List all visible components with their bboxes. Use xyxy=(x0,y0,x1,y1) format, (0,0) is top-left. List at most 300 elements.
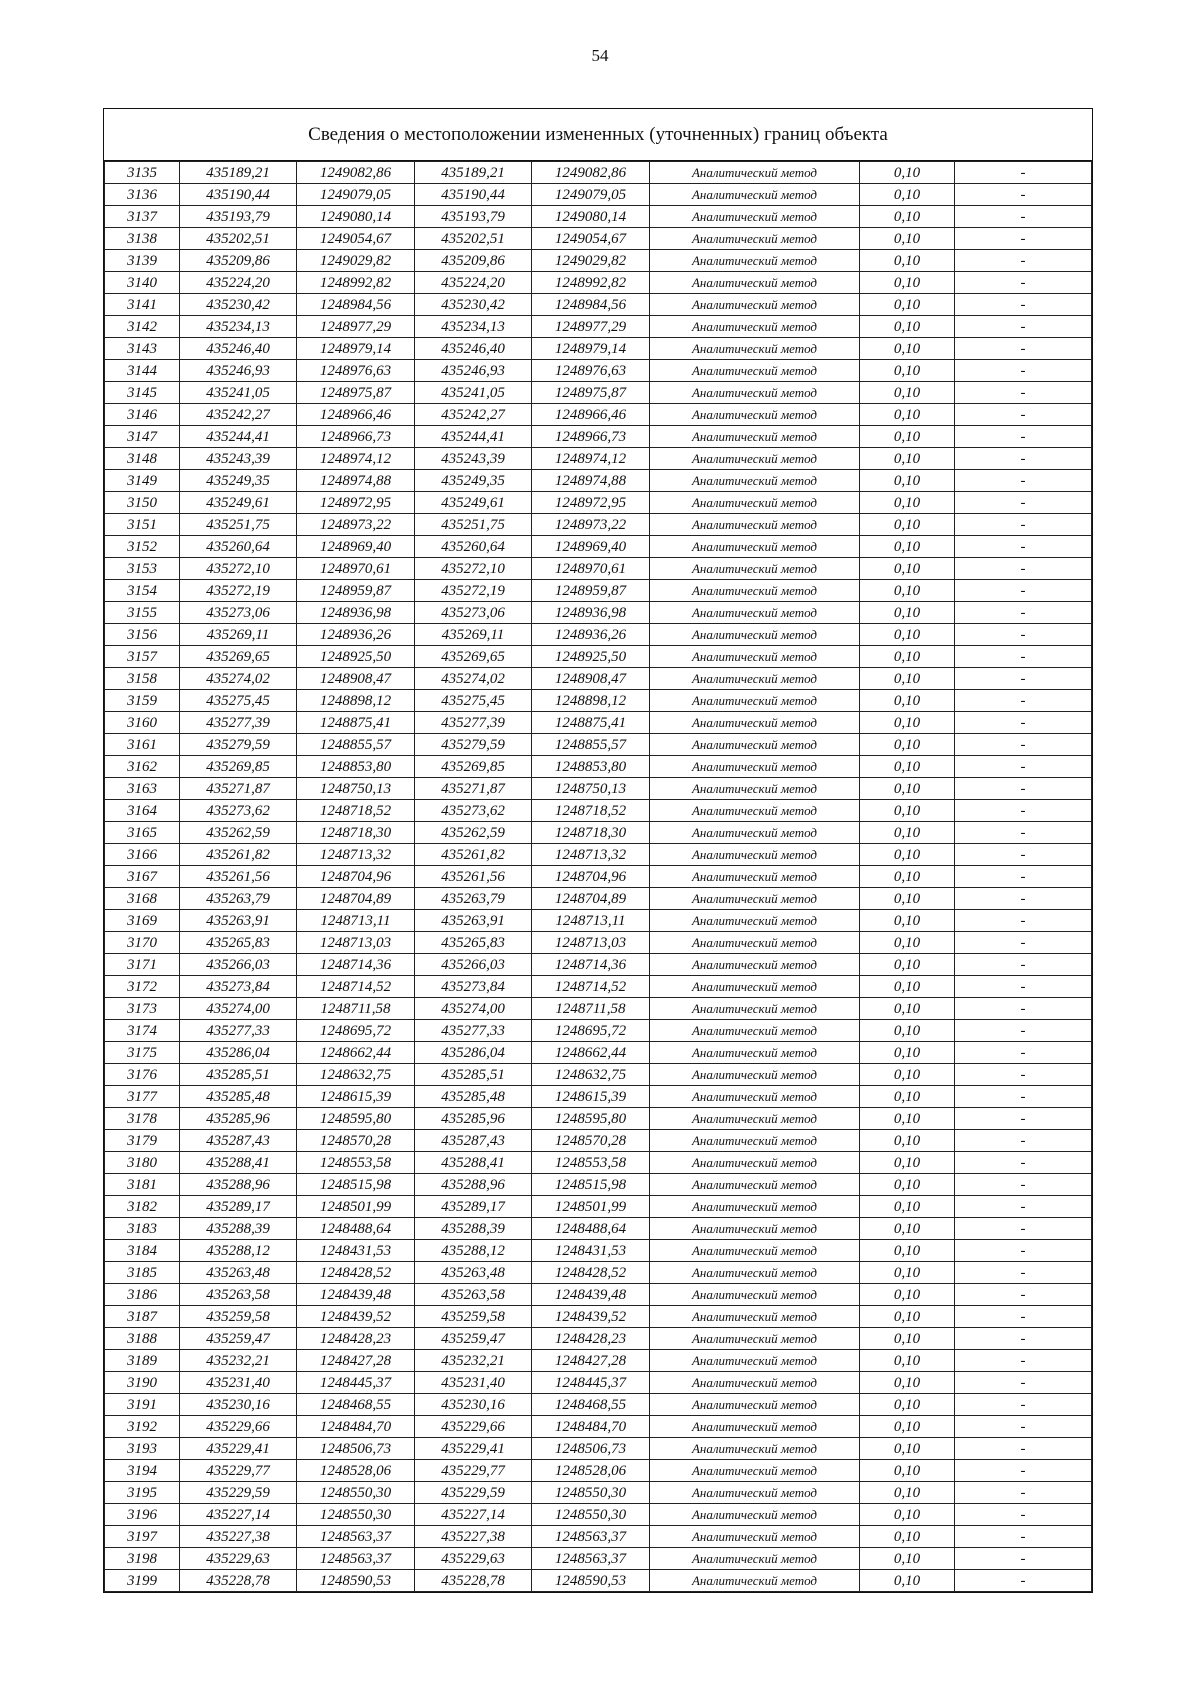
cell-x-new: 435249,35 xyxy=(415,470,532,492)
cell-description: - xyxy=(955,228,1092,250)
cell-y-new: 1248714,36 xyxy=(532,954,650,976)
cell-method: Аналитический метод xyxy=(650,1350,860,1372)
cell-y-new: 1248936,98 xyxy=(532,602,650,624)
cell-x-new: 435285,96 xyxy=(415,1108,532,1130)
cell-point-number: 3186 xyxy=(105,1284,180,1306)
table-row xyxy=(105,184,1092,206)
cell-point-number: 3145 xyxy=(105,382,180,404)
cell-accuracy: 0,10 xyxy=(860,1064,955,1086)
cell-x-old: 435273,62 xyxy=(180,800,297,822)
cell-x-old: 435229,77 xyxy=(180,1460,297,1482)
cell-accuracy: 0,10 xyxy=(860,184,955,206)
table-row xyxy=(105,162,1092,184)
cell-y-old: 1248966,73 xyxy=(297,426,415,448)
cell-y-new: 1248714,52 xyxy=(532,976,650,998)
cell-y-old: 1248853,80 xyxy=(297,756,415,778)
cell-method: Аналитический метод xyxy=(650,602,860,624)
cell-y-old: 1248506,73 xyxy=(297,1438,415,1460)
table-row xyxy=(105,1438,1092,1460)
cell-description: - xyxy=(955,1020,1092,1042)
cell-y-new: 1248550,30 xyxy=(532,1482,650,1504)
cell-x-new: 435193,79 xyxy=(415,206,532,228)
cell-x-new: 435269,65 xyxy=(415,646,532,668)
cell-accuracy: 0,10 xyxy=(860,404,955,426)
cell-y-new: 1248553,58 xyxy=(532,1152,650,1174)
cell-y-old: 1248550,30 xyxy=(297,1482,415,1504)
cell-y-new: 1248975,87 xyxy=(532,382,650,404)
cell-point-number: 3199 xyxy=(105,1570,180,1592)
cell-x-old: 435263,91 xyxy=(180,910,297,932)
cell-x-old: 435228,78 xyxy=(180,1570,297,1592)
cell-accuracy: 0,10 xyxy=(860,822,955,844)
cell-y-old: 1248718,52 xyxy=(297,800,415,822)
cell-y-old: 1248550,30 xyxy=(297,1504,415,1526)
cell-point-number: 3147 xyxy=(105,426,180,448)
cell-point-number: 3183 xyxy=(105,1218,180,1240)
cell-y-new: 1248855,57 xyxy=(532,734,650,756)
cell-method: Аналитический метод xyxy=(650,1218,860,1240)
cell-accuracy: 0,10 xyxy=(860,514,955,536)
cell-description: - xyxy=(955,1240,1092,1262)
cell-y-new: 1248974,12 xyxy=(532,448,650,470)
cell-point-number: 3155 xyxy=(105,602,180,624)
cell-description: - xyxy=(955,1108,1092,1130)
cell-x-old: 435288,41 xyxy=(180,1152,297,1174)
cell-description: - xyxy=(955,1504,1092,1526)
cell-point-number: 3149 xyxy=(105,470,180,492)
cell-accuracy: 0,10 xyxy=(860,492,955,514)
cell-method: Аналитический метод xyxy=(650,756,860,778)
cell-method: Аналитический метод xyxy=(650,162,860,184)
cell-accuracy: 0,10 xyxy=(860,1020,955,1042)
cell-x-old: 435273,84 xyxy=(180,976,297,998)
cell-accuracy: 0,10 xyxy=(860,250,955,272)
cell-y-new: 1249080,14 xyxy=(532,206,650,228)
table-row xyxy=(105,272,1092,294)
cell-x-old: 435286,04 xyxy=(180,1042,297,1064)
cell-y-new: 1249079,05 xyxy=(532,184,650,206)
cell-x-new: 435263,79 xyxy=(415,888,532,910)
cell-accuracy: 0,10 xyxy=(860,866,955,888)
cell-y-new: 1248506,73 xyxy=(532,1438,650,1460)
cell-point-number: 3191 xyxy=(105,1394,180,1416)
cell-method: Аналитический метод xyxy=(650,184,860,206)
table-title: Сведения о местоположении измененных (уточненных) границ объекта xyxy=(104,109,1092,161)
cell-y-old: 1248428,23 xyxy=(297,1328,415,1350)
cell-method: Аналитический метод xyxy=(650,448,860,470)
cell-x-new: 435288,96 xyxy=(415,1174,532,1196)
cell-x-new: 435231,40 xyxy=(415,1372,532,1394)
cell-x-old: 435224,20 xyxy=(180,272,297,294)
cell-accuracy: 0,10 xyxy=(860,1548,955,1570)
table-row xyxy=(105,360,1092,382)
cell-y-old: 1248563,37 xyxy=(297,1548,415,1570)
cell-method: Аналитический метод xyxy=(650,888,860,910)
cell-x-old: 435275,45 xyxy=(180,690,297,712)
cell-method: Аналитический метод xyxy=(650,1240,860,1262)
cell-description: - xyxy=(955,184,1092,206)
cell-y-old: 1248501,99 xyxy=(297,1196,415,1218)
cell-y-new: 1248427,28 xyxy=(532,1350,650,1372)
cell-x-new: 435246,40 xyxy=(415,338,532,360)
cell-x-new: 435277,39 xyxy=(415,712,532,734)
cell-accuracy: 0,10 xyxy=(860,1196,955,1218)
cell-y-new: 1248439,52 xyxy=(532,1306,650,1328)
cell-accuracy: 0,10 xyxy=(860,1526,955,1548)
cell-point-number: 3179 xyxy=(105,1130,180,1152)
cell-accuracy: 0,10 xyxy=(860,1438,955,1460)
cell-y-new: 1248977,29 xyxy=(532,316,650,338)
cell-y-new: 1248984,56 xyxy=(532,294,650,316)
cell-y-old: 1248936,26 xyxy=(297,624,415,646)
cell-accuracy: 0,10 xyxy=(860,668,955,690)
cell-method: Аналитический метод xyxy=(650,1262,860,1284)
cell-x-old: 435285,96 xyxy=(180,1108,297,1130)
cell-x-new: 435288,39 xyxy=(415,1218,532,1240)
cell-accuracy: 0,10 xyxy=(860,1372,955,1394)
cell-y-new: 1248563,37 xyxy=(532,1548,650,1570)
table-row xyxy=(105,1042,1092,1064)
cell-y-new: 1248428,23 xyxy=(532,1328,650,1350)
cell-description: - xyxy=(955,602,1092,624)
table-row xyxy=(105,536,1092,558)
cell-x-old: 435274,00 xyxy=(180,998,297,1020)
cell-y-new: 1248488,64 xyxy=(532,1218,650,1240)
cell-description: - xyxy=(955,954,1092,976)
cell-y-old: 1249082,86 xyxy=(297,162,415,184)
cell-point-number: 3173 xyxy=(105,998,180,1020)
table-row xyxy=(105,1416,1092,1438)
cell-description: - xyxy=(955,822,1092,844)
cell-accuracy: 0,10 xyxy=(860,602,955,624)
cell-x-old: 435230,42 xyxy=(180,294,297,316)
cell-point-number: 3146 xyxy=(105,404,180,426)
cell-description: - xyxy=(955,668,1092,690)
cell-description: - xyxy=(955,492,1092,514)
cell-x-old: 435229,66 xyxy=(180,1416,297,1438)
cell-description: - xyxy=(955,932,1092,954)
cell-method: Аналитический метод xyxy=(650,800,860,822)
cell-description: - xyxy=(955,976,1092,998)
cell-x-new: 435274,00 xyxy=(415,998,532,1020)
cell-point-number: 3166 xyxy=(105,844,180,866)
cell-y-old: 1248695,72 xyxy=(297,1020,415,1042)
cell-method: Аналитический метод xyxy=(650,580,860,602)
cell-description: - xyxy=(955,1086,1092,1108)
cell-x-new: 435249,61 xyxy=(415,492,532,514)
cell-method: Аналитический метод xyxy=(650,932,860,954)
cell-x-new: 435227,38 xyxy=(415,1526,532,1548)
cell-point-number: 3162 xyxy=(105,756,180,778)
table-row xyxy=(105,822,1092,844)
table-row xyxy=(105,778,1092,800)
cell-x-old: 435229,63 xyxy=(180,1548,297,1570)
cell-method: Аналитический метод xyxy=(650,646,860,668)
cell-description: - xyxy=(955,316,1092,338)
cell-description: - xyxy=(955,778,1092,800)
cell-description: - xyxy=(955,1416,1092,1438)
cell-method: Аналитический метод xyxy=(650,1196,860,1218)
table-row xyxy=(105,1526,1092,1548)
cell-accuracy: 0,10 xyxy=(860,800,955,822)
cell-description: - xyxy=(955,1570,1092,1592)
cell-x-old: 435249,35 xyxy=(180,470,297,492)
cell-y-old: 1248595,80 xyxy=(297,1108,415,1130)
cell-x-new: 435232,21 xyxy=(415,1350,532,1372)
table-row xyxy=(105,514,1092,536)
table-row xyxy=(105,470,1092,492)
cell-method: Аналитический метод xyxy=(650,1152,860,1174)
cell-y-old: 1249079,05 xyxy=(297,184,415,206)
table-row xyxy=(105,1570,1092,1592)
cell-x-new: 435260,64 xyxy=(415,536,532,558)
cell-accuracy: 0,10 xyxy=(860,998,955,1020)
table-row xyxy=(105,866,1092,888)
cell-method: Аналитический метод xyxy=(650,1482,860,1504)
table-row xyxy=(105,646,1092,668)
cell-y-old: 1248898,12 xyxy=(297,690,415,712)
cell-x-new: 435229,63 xyxy=(415,1548,532,1570)
table-row xyxy=(105,492,1092,514)
cell-point-number: 3152 xyxy=(105,536,180,558)
cell-x-old: 435241,05 xyxy=(180,382,297,404)
table-row xyxy=(105,1086,1092,1108)
cell-x-new: 435261,82 xyxy=(415,844,532,866)
cell-description: - xyxy=(955,338,1092,360)
cell-x-new: 435277,33 xyxy=(415,1020,532,1042)
cell-y-old: 1248570,28 xyxy=(297,1130,415,1152)
coordinates-table xyxy=(104,161,1092,1592)
table-row xyxy=(105,756,1092,778)
cell-method: Аналитический метод xyxy=(650,1548,860,1570)
table-row xyxy=(105,558,1092,580)
cell-description: - xyxy=(955,1328,1092,1350)
cell-x-new: 435285,51 xyxy=(415,1064,532,1086)
cell-y-old: 1249054,67 xyxy=(297,228,415,250)
cell-accuracy: 0,10 xyxy=(860,1416,955,1438)
cell-point-number: 3158 xyxy=(105,668,180,690)
table-row xyxy=(105,1350,1092,1372)
table-row xyxy=(105,976,1092,998)
cell-x-new: 435263,58 xyxy=(415,1284,532,1306)
cell-y-old: 1248992,82 xyxy=(297,272,415,294)
cell-x-new: 435275,45 xyxy=(415,690,532,712)
cell-description: - xyxy=(955,1306,1092,1328)
cell-x-new: 435269,11 xyxy=(415,624,532,646)
table-row xyxy=(105,448,1092,470)
cell-x-new: 435241,05 xyxy=(415,382,532,404)
table-row xyxy=(105,690,1092,712)
table-row xyxy=(105,404,1092,426)
cell-method: Аналитический метод xyxy=(650,1570,860,1592)
table-row xyxy=(105,1306,1092,1328)
table-row xyxy=(105,1108,1092,1130)
cell-y-old: 1248713,03 xyxy=(297,932,415,954)
cell-y-new: 1248528,06 xyxy=(532,1460,650,1482)
cell-point-number: 3195 xyxy=(105,1482,180,1504)
cell-y-old: 1248445,37 xyxy=(297,1372,415,1394)
table-row xyxy=(105,1174,1092,1196)
cell-point-number: 3189 xyxy=(105,1350,180,1372)
cell-point-number: 3185 xyxy=(105,1262,180,1284)
cell-y-old: 1248908,47 xyxy=(297,668,415,690)
cell-method: Аналитический метод xyxy=(650,1306,860,1328)
cell-method: Аналитический метод xyxy=(650,1108,860,1130)
cell-x-old: 435243,39 xyxy=(180,448,297,470)
cell-y-old: 1248632,75 xyxy=(297,1064,415,1086)
cell-point-number: 3181 xyxy=(105,1174,180,1196)
cell-description: - xyxy=(955,1548,1092,1570)
cell-point-number: 3163 xyxy=(105,778,180,800)
cell-y-old: 1248714,52 xyxy=(297,976,415,998)
cell-point-number: 3190 xyxy=(105,1372,180,1394)
cell-description: - xyxy=(955,1064,1092,1086)
cell-x-old: 435249,61 xyxy=(180,492,297,514)
table-row xyxy=(105,1262,1092,1284)
cell-x-old: 435193,79 xyxy=(180,206,297,228)
cell-method: Аналитический метод xyxy=(650,272,860,294)
cell-accuracy: 0,10 xyxy=(860,1504,955,1526)
cell-method: Аналитический метод xyxy=(650,910,860,932)
table-row xyxy=(105,338,1092,360)
cell-point-number: 3161 xyxy=(105,734,180,756)
cell-y-old: 1249080,14 xyxy=(297,206,415,228)
cell-y-new: 1248704,96 xyxy=(532,866,650,888)
cell-y-old: 1248563,37 xyxy=(297,1526,415,1548)
cell-y-new: 1248976,63 xyxy=(532,360,650,382)
cell-y-new: 1248992,82 xyxy=(532,272,650,294)
table-row xyxy=(105,1394,1092,1416)
cell-x-new: 435265,83 xyxy=(415,932,532,954)
cell-x-new: 435263,91 xyxy=(415,910,532,932)
cell-description: - xyxy=(955,206,1092,228)
cell-accuracy: 0,10 xyxy=(860,1240,955,1262)
cell-x-new: 435273,62 xyxy=(415,800,532,822)
cell-x-old: 435190,44 xyxy=(180,184,297,206)
cell-method: Аналитический метод xyxy=(650,954,860,976)
cell-x-new: 435234,13 xyxy=(415,316,532,338)
cell-method: Аналитический метод xyxy=(650,426,860,448)
table-row xyxy=(105,1284,1092,1306)
cell-accuracy: 0,10 xyxy=(860,1328,955,1350)
cell-y-old: 1248855,57 xyxy=(297,734,415,756)
cell-x-old: 435244,41 xyxy=(180,426,297,448)
cell-description: - xyxy=(955,690,1092,712)
cell-method: Аналитический метод xyxy=(650,1438,860,1460)
cell-x-old: 435227,38 xyxy=(180,1526,297,1548)
cell-accuracy: 0,10 xyxy=(860,448,955,470)
cell-y-old: 1248704,96 xyxy=(297,866,415,888)
cell-accuracy: 0,10 xyxy=(860,1152,955,1174)
cell-point-number: 3177 xyxy=(105,1086,180,1108)
cell-method: Аналитический метод xyxy=(650,1416,860,1438)
cell-point-number: 3184 xyxy=(105,1240,180,1262)
cell-description: - xyxy=(955,558,1092,580)
cell-accuracy: 0,10 xyxy=(860,624,955,646)
cell-x-new: 435286,04 xyxy=(415,1042,532,1064)
cell-accuracy: 0,10 xyxy=(860,1460,955,1482)
cell-accuracy: 0,10 xyxy=(860,536,955,558)
cell-method: Аналитический метод xyxy=(650,866,860,888)
cell-point-number: 3159 xyxy=(105,690,180,712)
cell-x-new: 435259,58 xyxy=(415,1306,532,1328)
cell-x-new: 435190,44 xyxy=(415,184,532,206)
cell-x-new: 435259,47 xyxy=(415,1328,532,1350)
table-row xyxy=(105,426,1092,448)
cell-description: - xyxy=(955,800,1092,822)
cell-point-number: 3168 xyxy=(105,888,180,910)
cell-x-new: 435202,51 xyxy=(415,228,532,250)
cell-x-old: 435259,58 xyxy=(180,1306,297,1328)
cell-x-new: 435272,19 xyxy=(415,580,532,602)
cell-x-old: 435285,51 xyxy=(180,1064,297,1086)
cell-x-old: 435272,10 xyxy=(180,558,297,580)
cell-x-new: 435229,59 xyxy=(415,1482,532,1504)
cell-y-old: 1248713,11 xyxy=(297,910,415,932)
cell-y-new: 1248445,37 xyxy=(532,1372,650,1394)
cell-x-old: 435272,19 xyxy=(180,580,297,602)
cell-point-number: 3198 xyxy=(105,1548,180,1570)
cell-y-old: 1248714,36 xyxy=(297,954,415,976)
cell-y-new: 1248718,52 xyxy=(532,800,650,822)
cell-x-old: 435261,82 xyxy=(180,844,297,866)
table-row xyxy=(105,1460,1092,1482)
table-row xyxy=(105,206,1092,228)
cell-accuracy: 0,10 xyxy=(860,646,955,668)
cell-y-new: 1248875,41 xyxy=(532,712,650,734)
table-row xyxy=(105,954,1092,976)
cell-accuracy: 0,10 xyxy=(860,1108,955,1130)
cell-method: Аналитический метод xyxy=(650,624,860,646)
cell-y-old: 1248484,70 xyxy=(297,1416,415,1438)
cell-y-new: 1248711,58 xyxy=(532,998,650,1020)
cell-y-old: 1248427,28 xyxy=(297,1350,415,1372)
cell-point-number: 3140 xyxy=(105,272,180,294)
cell-point-number: 3194 xyxy=(105,1460,180,1482)
table-row xyxy=(105,1504,1092,1526)
cell-x-old: 435234,13 xyxy=(180,316,297,338)
cell-x-new: 435269,85 xyxy=(415,756,532,778)
cell-description: - xyxy=(955,294,1092,316)
cell-method: Аналитический метод xyxy=(650,250,860,272)
cell-description: - xyxy=(955,646,1092,668)
cell-x-new: 435230,16 xyxy=(415,1394,532,1416)
cell-method: Аналитический метод xyxy=(650,1526,860,1548)
cell-x-old: 435246,93 xyxy=(180,360,297,382)
cell-accuracy: 0,10 xyxy=(860,1350,955,1372)
cell-y-new: 1248713,03 xyxy=(532,932,650,954)
table-row xyxy=(105,1130,1092,1152)
cell-y-old: 1248439,52 xyxy=(297,1306,415,1328)
cell-description: - xyxy=(955,888,1092,910)
cell-x-old: 435288,39 xyxy=(180,1218,297,1240)
cell-description: - xyxy=(955,1218,1092,1240)
cell-y-new: 1248974,88 xyxy=(532,470,650,492)
cell-y-old: 1248488,64 xyxy=(297,1218,415,1240)
cell-point-number: 3193 xyxy=(105,1438,180,1460)
cell-x-old: 435242,27 xyxy=(180,404,297,426)
cell-accuracy: 0,10 xyxy=(860,712,955,734)
cell-x-old: 435246,40 xyxy=(180,338,297,360)
cell-point-number: 3164 xyxy=(105,800,180,822)
cell-y-new: 1248615,39 xyxy=(532,1086,650,1108)
cell-y-old: 1248977,29 xyxy=(297,316,415,338)
cell-description: - xyxy=(955,162,1092,184)
cell-accuracy: 0,10 xyxy=(860,1042,955,1064)
coordinates-sheet xyxy=(103,108,1093,1593)
table-row xyxy=(105,932,1092,954)
cell-method: Аналитический метод xyxy=(650,382,860,404)
